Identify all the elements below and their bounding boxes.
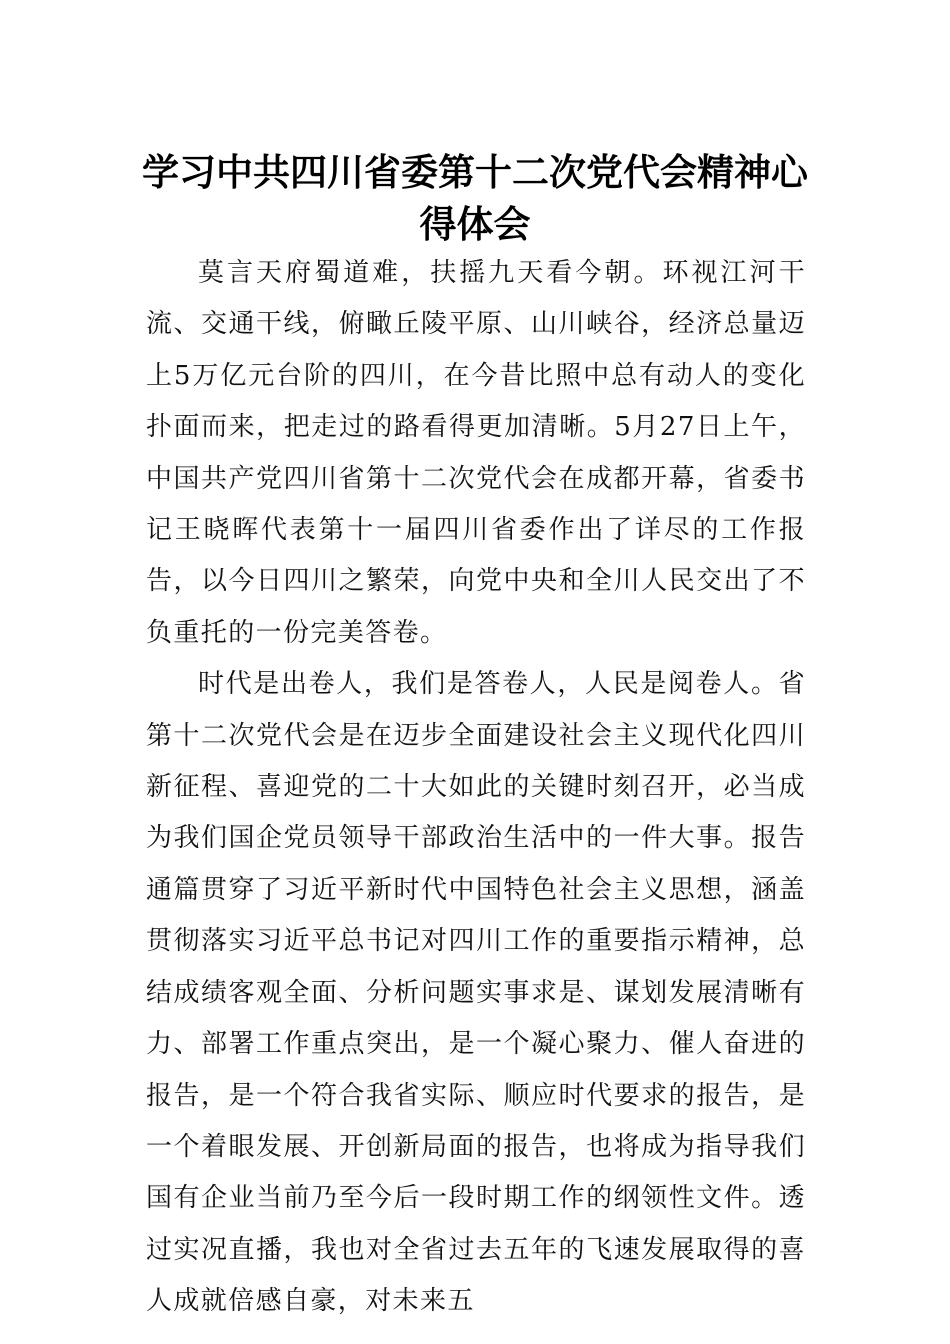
paragraph-2: 时代是出卷人，我们是答卷人，人民是阅卷人。省第十二次党代会是在迈步全面建设社会主义现代化四川新征程、喜迎党的二十大如此的关键时刻召开，必当成为我们国企党员领导干部政治生活中的一件大事。报告通篇贯穿了习近平新时代中国特色社会主义思想，涵盖贯彻落实习近平总书记对四川工作的重要指示精神，总结成绩客观全面、分析问题实事求是、谋划发展清晰有力、部署工作重点突出，是一个凝心聚力、催人奋进的报告，是一个符合我省实际、顺应时代要求的报告，是一个着眼发展、开创新局面的报告，也将成为指导我们国有企业当前乃至今后一段时期工作的纲领性文件。透过实况直播，我也对全省过去五年的飞速发展取得的喜人成就倍感自豪，对未来五 [146,669,806,1317]
paragraph-1: 莫言天府蜀道难，扶摇九天看今朝。环视江河干流、交通干线，俯瞰丘陵平原、山川峡谷，经济总量迈上5万亿元台阶的四川，在今昔比照中总有动人的变化扑面而来，把走过的路看得更加清晰。5月27日上午，中国共产党四川省第十二次党代会在成都开幕，省委书记王晓晖代表第十一届四川省委作出了详尽的工作报告，以今日四川之繁荣，向党中央和全川人民交出了不负重托的一份完美答卷。 [146,258,806,648]
document-title: 学习中共四川省委第十二次党代会精神心得体会 [142,150,808,246]
document-body [146,248,806,1328]
